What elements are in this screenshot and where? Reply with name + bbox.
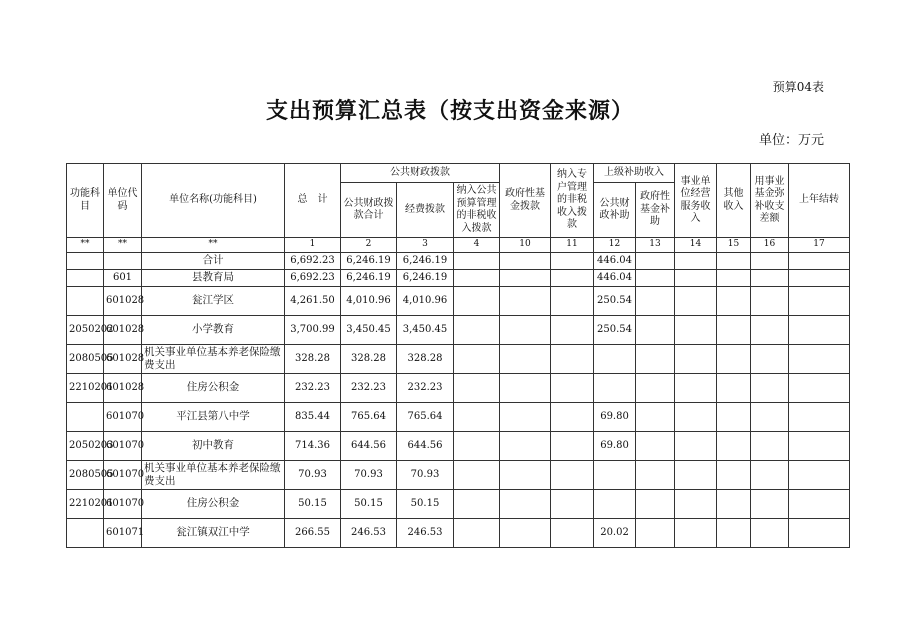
- other-income-cell: [717, 403, 751, 432]
- carryover-cell: [789, 490, 850, 519]
- page-title: 支出预算汇总表（按支出资金来源）: [265, 98, 634, 124]
- business-fund-cell: [751, 490, 789, 519]
- gov-fund-subsidy-cell: [636, 253, 675, 270]
- func-code-cell: [67, 287, 104, 316]
- header-other-income: 其他收入: [717, 164, 751, 238]
- unit-name-cell: 机关事业单位基本养老保险缴费支出: [142, 461, 285, 490]
- special-nontax-cell: [551, 461, 594, 490]
- other-income-cell: [717, 461, 751, 490]
- header-business-fund: 用事业基金弥补收支差额: [751, 164, 789, 238]
- nontax-cell: [454, 490, 500, 519]
- gov-fund-cell: [500, 345, 551, 374]
- total-cell: 328.28: [285, 345, 341, 374]
- table-row: [67, 403, 850, 432]
- table-row: [67, 461, 850, 490]
- special-nontax-cell: [551, 490, 594, 519]
- func-code-cell: [67, 519, 104, 548]
- other-income-cell: [717, 490, 751, 519]
- special-nontax-cell: [551, 316, 594, 345]
- public-finance-total-cell: 4,010.96: [341, 287, 397, 316]
- table-row: [67, 490, 850, 519]
- public-finance-total-cell: 232.23: [341, 374, 397, 403]
- gov-fund-subsidy-cell: [636, 345, 675, 374]
- gov-fund-subsidy-cell: [636, 490, 675, 519]
- funding-cell: 765.64: [397, 403, 454, 432]
- unit-name-cell: 机关事业单位基本养老保险缴费支出: [142, 345, 285, 374]
- special-nontax-cell: [551, 432, 594, 461]
- unit-code-cell: 601070: [104, 432, 142, 461]
- funding-cell: 328.28: [397, 345, 454, 374]
- header-total: 总 计: [285, 164, 341, 238]
- public-finance-total-cell: 3,450.45: [341, 316, 397, 345]
- funding-cell: 6,246.19: [397, 253, 454, 270]
- unit-code-cell: 601: [104, 270, 142, 287]
- carryover-cell: [789, 345, 850, 374]
- gov-fund-cell: [500, 432, 551, 461]
- func-code-cell: 2080505: [67, 461, 104, 490]
- public-finance-total-cell: 70.93: [341, 461, 397, 490]
- gov-fund-cell: [500, 287, 551, 316]
- header-func-code: 功能科目: [67, 164, 104, 238]
- carryover-cell: [789, 316, 850, 345]
- gov-fund-cell: [500, 253, 551, 270]
- unit-name-cell: 住房公积金: [142, 374, 285, 403]
- other-income-cell: [717, 270, 751, 287]
- other-income-cell: [717, 253, 751, 270]
- index-cell: 12: [594, 238, 636, 253]
- header-nontax: 纳入公共预算管理的非税收入拨款: [454, 183, 500, 238]
- index-cell: 4: [454, 238, 500, 253]
- public-subsidy-cell: 446.04: [594, 253, 636, 270]
- header-carryover: 上年结转: [789, 164, 850, 238]
- index-cell: 2: [341, 238, 397, 253]
- nontax-cell: [454, 287, 500, 316]
- business-fund-cell: [751, 432, 789, 461]
- carryover-cell: [789, 461, 850, 490]
- unit-code-cell: 601028: [104, 374, 142, 403]
- business-income-cell: [675, 374, 717, 403]
- public-subsidy-cell: [594, 345, 636, 374]
- gov-fund-cell: [500, 403, 551, 432]
- other-income-cell: [717, 374, 751, 403]
- gov-fund-subsidy-cell: [636, 461, 675, 490]
- funding-cell: 70.93: [397, 461, 454, 490]
- special-nontax-cell: [551, 519, 594, 548]
- table-row: [67, 253, 850, 270]
- funding-cell: 644.56: [397, 432, 454, 461]
- public-subsidy-cell: 250.54: [594, 316, 636, 345]
- func-code-cell: 2080505: [67, 345, 104, 374]
- business-income-cell: [675, 287, 717, 316]
- gov-fund-subsidy-cell: [636, 287, 675, 316]
- public-subsidy-cell: 446.04: [594, 270, 636, 287]
- funding-cell: 246.53: [397, 519, 454, 548]
- public-finance-total-cell: 6,246.19: [341, 270, 397, 287]
- header-unit-code: 单位代码: [104, 164, 142, 238]
- public-subsidy-cell: [594, 461, 636, 490]
- index-cell: **: [142, 238, 285, 253]
- unit-code-cell: 601028: [104, 316, 142, 345]
- other-income-cell: [717, 519, 751, 548]
- public-subsidy-cell: 69.80: [594, 403, 636, 432]
- table-row: [67, 519, 850, 548]
- header-funding: 经费拨款: [397, 183, 454, 238]
- business-income-cell: [675, 270, 717, 287]
- total-cell: 6,692.23: [285, 253, 341, 270]
- gov-fund-subsidy-cell: [636, 270, 675, 287]
- func-code-cell: 2210201: [67, 374, 104, 403]
- nontax-cell: [454, 403, 500, 432]
- funding-cell: 3,450.45: [397, 316, 454, 345]
- special-nontax-cell: [551, 253, 594, 270]
- unit-code-cell: 601028: [104, 345, 142, 374]
- carryover-cell: [789, 432, 850, 461]
- nontax-cell: [454, 432, 500, 461]
- business-fund-cell: [751, 287, 789, 316]
- business-income-cell: [675, 432, 717, 461]
- header-public-finance-total: 公共财政拨款合计: [341, 183, 397, 238]
- header-gov-fund: 政府性基金拨款: [500, 164, 551, 238]
- gov-fund-cell: [500, 519, 551, 548]
- business-fund-cell: [751, 270, 789, 287]
- public-subsidy-cell: [594, 490, 636, 519]
- budget-table: [66, 163, 850, 548]
- unit-code-cell: 601071: [104, 519, 142, 548]
- form-code: 预算04表: [772, 80, 824, 94]
- header-public-subsidy: 公共财政补助: [594, 183, 636, 238]
- business-income-cell: [675, 316, 717, 345]
- table-row: [67, 316, 850, 345]
- business-income-cell: [675, 253, 717, 270]
- business-income-cell: [675, 519, 717, 548]
- index-cell: 10: [500, 238, 551, 253]
- header-gov-fund-subsidy: 政府性基金补助: [636, 183, 675, 238]
- header-row-1: [67, 164, 850, 183]
- special-nontax-cell: [551, 403, 594, 432]
- business-fund-cell: [751, 374, 789, 403]
- func-code-cell: 2050203: [67, 432, 104, 461]
- special-nontax-cell: [551, 270, 594, 287]
- gov-fund-subsidy-cell: [636, 316, 675, 345]
- business-income-cell: [675, 461, 717, 490]
- func-code-cell: [67, 403, 104, 432]
- total-cell: 714.36: [285, 432, 341, 461]
- index-cell: 11: [551, 238, 594, 253]
- index-cell: 16: [751, 238, 789, 253]
- public-subsidy-cell: 69.80: [594, 432, 636, 461]
- nontax-cell: [454, 461, 500, 490]
- unit-label: 单位：万元: [758, 133, 824, 148]
- unit-name-cell: 瓮江学区: [142, 287, 285, 316]
- public-finance-total-cell: 246.53: [341, 519, 397, 548]
- column-index-row: [67, 238, 850, 253]
- unit-code-cell: 601028: [104, 287, 142, 316]
- unit-code-cell: 601070: [104, 490, 142, 519]
- index-cell: 1: [285, 238, 341, 253]
- header-business-income: 事业单位经营服务收入: [675, 164, 717, 238]
- business-income-cell: [675, 345, 717, 374]
- unit-name-cell: 住房公积金: [142, 490, 285, 519]
- other-income-cell: [717, 345, 751, 374]
- business-fund-cell: [751, 316, 789, 345]
- index-cell: **: [104, 238, 142, 253]
- total-cell: 70.93: [285, 461, 341, 490]
- funding-cell: 232.23: [397, 374, 454, 403]
- unit-name-cell: 平江县第八中学: [142, 403, 285, 432]
- unit-code-cell: 601070: [104, 403, 142, 432]
- unit-name-cell: 小学教育: [142, 316, 285, 345]
- public-finance-total-cell: 6,246.19: [341, 253, 397, 270]
- business-fund-cell: [751, 253, 789, 270]
- nontax-cell: [454, 345, 500, 374]
- total-cell: 266.55: [285, 519, 341, 548]
- public-subsidy-cell: 20.02: [594, 519, 636, 548]
- nontax-cell: [454, 253, 500, 270]
- gov-fund-cell: [500, 270, 551, 287]
- public-subsidy-cell: [594, 374, 636, 403]
- index-cell: **: [67, 238, 104, 253]
- other-income-cell: [717, 316, 751, 345]
- unit-name-cell: 县教育局: [142, 270, 285, 287]
- index-cell: 14: [675, 238, 717, 253]
- special-nontax-cell: [551, 345, 594, 374]
- unit-name-cell: 合计: [142, 253, 285, 270]
- business-income-cell: [675, 403, 717, 432]
- carryover-cell: [789, 253, 850, 270]
- total-cell: 232.23: [285, 374, 341, 403]
- index-cell: 13: [636, 238, 675, 253]
- gov-fund-cell: [500, 374, 551, 403]
- func-code-cell: [67, 270, 104, 287]
- funding-cell: 4,010.96: [397, 287, 454, 316]
- gov-fund-cell: [500, 490, 551, 519]
- business-fund-cell: [751, 519, 789, 548]
- total-cell: 6,692.23: [285, 270, 341, 287]
- table-row: [67, 345, 850, 374]
- gov-fund-cell: [500, 316, 551, 345]
- header-special-nontax: 纳入专户管理的非税收入拨款: [551, 164, 594, 238]
- carryover-cell: [789, 374, 850, 403]
- special-nontax-cell: [551, 374, 594, 403]
- public-finance-total-cell: 328.28: [341, 345, 397, 374]
- nontax-cell: [454, 519, 500, 548]
- special-nontax-cell: [551, 287, 594, 316]
- business-fund-cell: [751, 345, 789, 374]
- funding-cell: 6,246.19: [397, 270, 454, 287]
- table-row: [67, 374, 850, 403]
- index-cell: 15: [717, 238, 751, 253]
- unit-name-cell: 初中教育: [142, 432, 285, 461]
- unit-code-cell: 601070: [104, 461, 142, 490]
- public-subsidy-cell: 250.54: [594, 287, 636, 316]
- func-code-cell: [67, 253, 104, 270]
- func-code-cell: 2210201: [67, 490, 104, 519]
- other-income-cell: [717, 432, 751, 461]
- index-cell: 17: [789, 238, 850, 253]
- gov-fund-cell: [500, 461, 551, 490]
- public-finance-total-cell: 644.56: [341, 432, 397, 461]
- gov-fund-subsidy-cell: [636, 519, 675, 548]
- public-finance-total-cell: 765.64: [341, 403, 397, 432]
- header-superior-subsidy: 上级补助收入: [594, 164, 675, 183]
- total-cell: 835.44: [285, 403, 341, 432]
- business-fund-cell: [751, 461, 789, 490]
- public-finance-total-cell: 50.15: [341, 490, 397, 519]
- carryover-cell: [789, 403, 850, 432]
- funding-cell: 50.15: [397, 490, 454, 519]
- nontax-cell: [454, 270, 500, 287]
- carryover-cell: [789, 270, 850, 287]
- unit-name-cell: 瓮江镇双江中学: [142, 519, 285, 548]
- nontax-cell: [454, 374, 500, 403]
- carryover-cell: [789, 287, 850, 316]
- func-code-cell: 2050202: [67, 316, 104, 345]
- total-cell: 3,700.99: [285, 316, 341, 345]
- unit-code-cell: [104, 253, 142, 270]
- index-cell: 3: [397, 238, 454, 253]
- nontax-cell: [454, 316, 500, 345]
- gov-fund-subsidy-cell: [636, 432, 675, 461]
- total-cell: 4,261.50: [285, 287, 341, 316]
- header-unit-name: 单位名称(功能科目): [142, 164, 285, 238]
- business-fund-cell: [751, 403, 789, 432]
- total-cell: 50.15: [285, 490, 341, 519]
- header-public-finance: 公共财政拨款: [341, 164, 500, 183]
- table-row: [67, 287, 850, 316]
- business-income-cell: [675, 490, 717, 519]
- gov-fund-subsidy-cell: [636, 403, 675, 432]
- other-income-cell: [717, 287, 751, 316]
- table-row: [67, 270, 850, 287]
- table-row: [67, 432, 850, 461]
- carryover-cell: [789, 519, 850, 548]
- gov-fund-subsidy-cell: [636, 374, 675, 403]
